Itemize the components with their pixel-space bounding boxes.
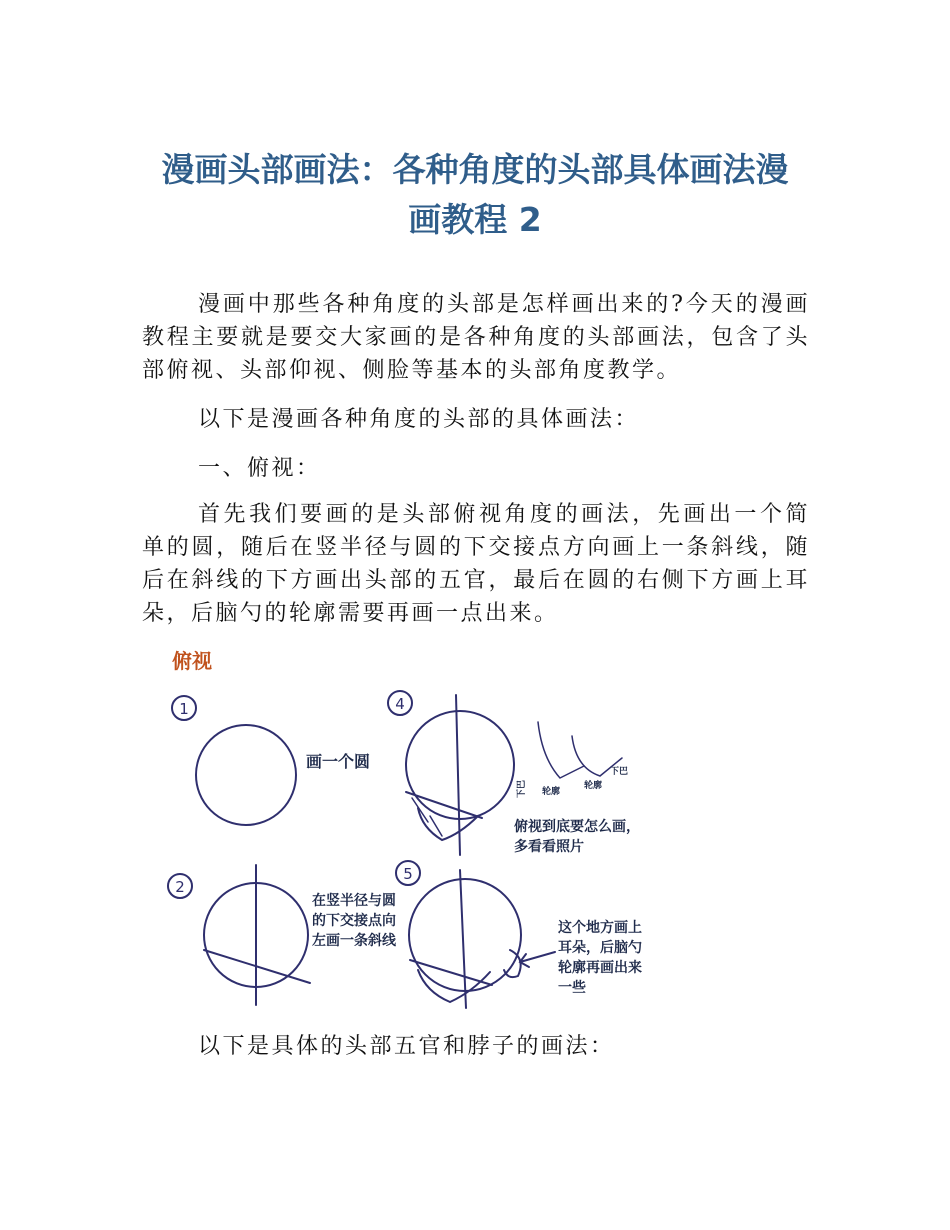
list-intro-paragraph: 以下是漫画各种角度的头部的具体画法：: [198, 407, 640, 432]
title-line-1: 漫画头部画法：各种角度的头部具体画法漫: [161, 150, 789, 189]
step4-note-line-2: 多看看照片: [514, 839, 584, 855]
figure-heading: 俯视: [172, 649, 212, 673]
step5-note-line-3: 轮廓再画出来: [558, 960, 642, 976]
step-number-5: 5: [403, 865, 413, 883]
step4-label-outline-right: 轮廓: [584, 781, 603, 791]
step5-note-line-2: 耳朵，后脑勺: [558, 940, 642, 956]
step5-note-line-1: 这个地方画上: [558, 920, 642, 936]
outro-paragraph: 以下是具体的头部五官和脖子的画法：: [198, 1034, 615, 1059]
page-title: [120, 145, 830, 245]
overhead-head-tutorial-figure: [160, 640, 720, 1020]
section-heading-overhead: 一、俯视：: [198, 456, 321, 481]
step5-note-line-4: 一些: [558, 980, 586, 996]
step-number-2: 2: [175, 878, 185, 896]
step4-label-outline-left: 轮廓: [542, 787, 561, 797]
step5-arrow: [520, 952, 555, 967]
intro-paragraph: 漫画中那些各种角度的头部是怎样画出来的?今天的漫画教程主要就是要交大家画的是各种角度的头部画法，包含了头部俯视、头部仰视、侧脸等基本的头部角度教学。: [142, 292, 810, 383]
step4-note-line-1: 俯视到底要怎么画，: [514, 819, 640, 835]
step4-chin-sketch-left: [538, 722, 584, 778]
step-number-4: 4: [395, 695, 405, 713]
step5-vertical-guide: [460, 870, 466, 1008]
step4-label-chin-right: 下巴: [610, 767, 629, 777]
step-number-1: 1: [179, 700, 189, 718]
step2-note-line-3: 左画一条斜线: [312, 933, 396, 949]
step1-note: 画一个圆: [306, 752, 371, 771]
step1-head-circle: [196, 725, 296, 825]
section-body-overhead: 首先我们要画的是头部俯视角度的画法，先画出一个简单的圆，随后在竖半径与圆的下交接点方向画上一条斜线，随后在斜线的下方画出头部的五官，最后在圆的右侧下方画上耳朵，后脑勺的轮廓需要再画一点出来。: [142, 502, 810, 626]
step2-note-line-1: 在竖半径与圆: [312, 893, 396, 909]
title-line-2: 画教程 2: [408, 200, 542, 239]
step5-face-outline: [418, 970, 490, 1002]
step4-label-chin-left: 下巴: [517, 779, 527, 798]
step2-note-line-2: 的下交接点向: [312, 913, 396, 929]
step4-head-circle: [406, 711, 514, 819]
